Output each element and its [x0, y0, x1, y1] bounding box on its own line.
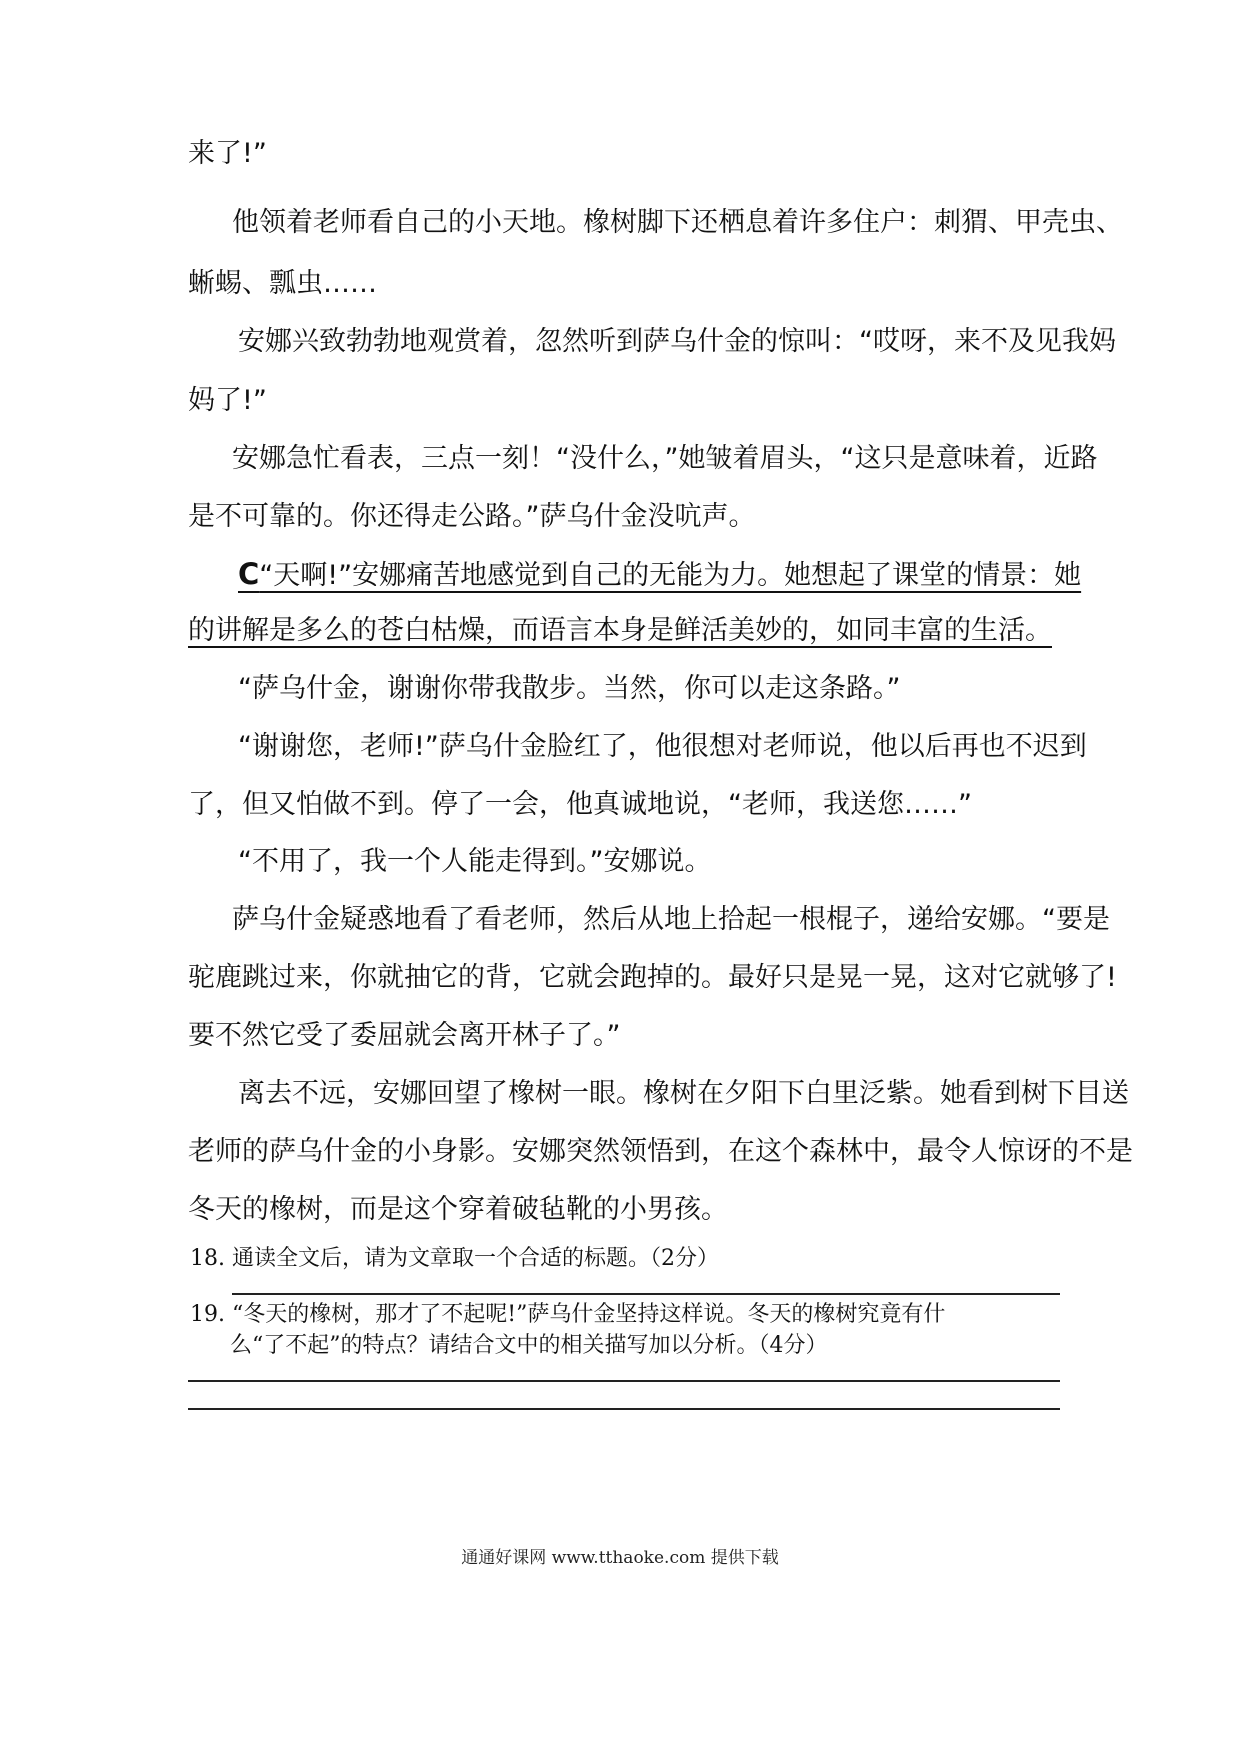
- answer-line-q19-1[interactable]: [188, 1380, 1060, 1382]
- story-line-6: 安娜急忙看表，三点一刻！“没什么，”她皱着眉头，“这只是意味着，近路: [232, 443, 1098, 474]
- story-line-14: 萨乌什金疑惑地看了看老师，然后从地上拾起一根棍子，递给安娜。“要是: [232, 904, 1110, 935]
- footer-source-text: 通通好课网 www.tthaoke.com 提供下载: [461, 1548, 779, 1568]
- story-line-18: 老师的萨乌什金的小身影。安娜突然领悟到，在这个森林中，最令人惊讶的不是: [188, 1136, 1133, 1167]
- story-line-3: 蜥蜴、瓢虫……: [188, 268, 377, 299]
- passage-marker-c: C: [238, 557, 260, 591]
- story-line-4: 安娜兴致勃勃地观赏着，忽然听到萨乌什金的惊叫：“哎呀，来不及见我妈: [238, 326, 1116, 357]
- story-line-16: 要不然它受了委屈就会离开林子了。”: [188, 1020, 621, 1051]
- story-line-10: “萨乌什金，谢谢你带我散步。当然，你可以走这条路。”: [238, 673, 901, 704]
- underlined-passage-text-1: “天啊!”安娜痛苦地感觉到自己的无能为力。她想起了课堂的情景：她: [259, 560, 1082, 591]
- answer-line-q18[interactable]: [232, 1293, 1060, 1295]
- story-line-13: “不用了，我一个人能走得到。”安娜说。: [238, 846, 712, 877]
- underlined-passage-line-2: 的讲解是多么的苍白枯燥，而语言本身是鲜活美妙的，如同丰富的生活。: [188, 615, 1052, 646]
- story-line-11: “谢谢您，老师!”萨乌什金脸红了，他很想对老师说，他以后再也不迟到: [238, 731, 1087, 762]
- story-line-1: 来了!”: [188, 138, 267, 169]
- question-19-line-1: 19. “冬天的橡树，那才了不起呢!”萨乌什金坚持这样说。冬天的橡树究竟有什: [190, 1302, 946, 1327]
- story-line-19: 冬天的橡树，而是这个穿着破毡靴的小男孩。: [188, 1194, 728, 1225]
- story-line-12: 了，但又怕做不到。停了一会，他真诚地说，“老师，我送您……”: [188, 789, 972, 820]
- question-18: 18. 通读全文后，请为文章取一个合适的标题。（2分）: [190, 1246, 719, 1271]
- story-line-5: 妈了!”: [188, 385, 267, 416]
- story-line-17: 离去不远，安娜回望了橡树一眼。橡树在夕阳下白里泛紫。她看到树下目送: [238, 1078, 1129, 1109]
- question-19-line-2: 么“了不起”的特点？请结合文中的相关描写加以分析。（4分）: [230, 1333, 828, 1358]
- answer-line-q19-2[interactable]: [188, 1408, 1060, 1410]
- story-line-7: 是不可靠的。你还得走公路。”萨乌什金没吭声。: [188, 501, 756, 532]
- story-line-2: 他领着老师看自己的小天地。橡树脚下还栖息着许多住户：刺猬、甲壳虫、: [232, 207, 1123, 238]
- story-line-15: 驼鹿跳过来，你就抽它的背，它就会跑掉的。最好只是晃一晃，这对它就够了!: [188, 962, 1117, 993]
- underlined-passage-line-1: [238, 556, 1081, 594]
